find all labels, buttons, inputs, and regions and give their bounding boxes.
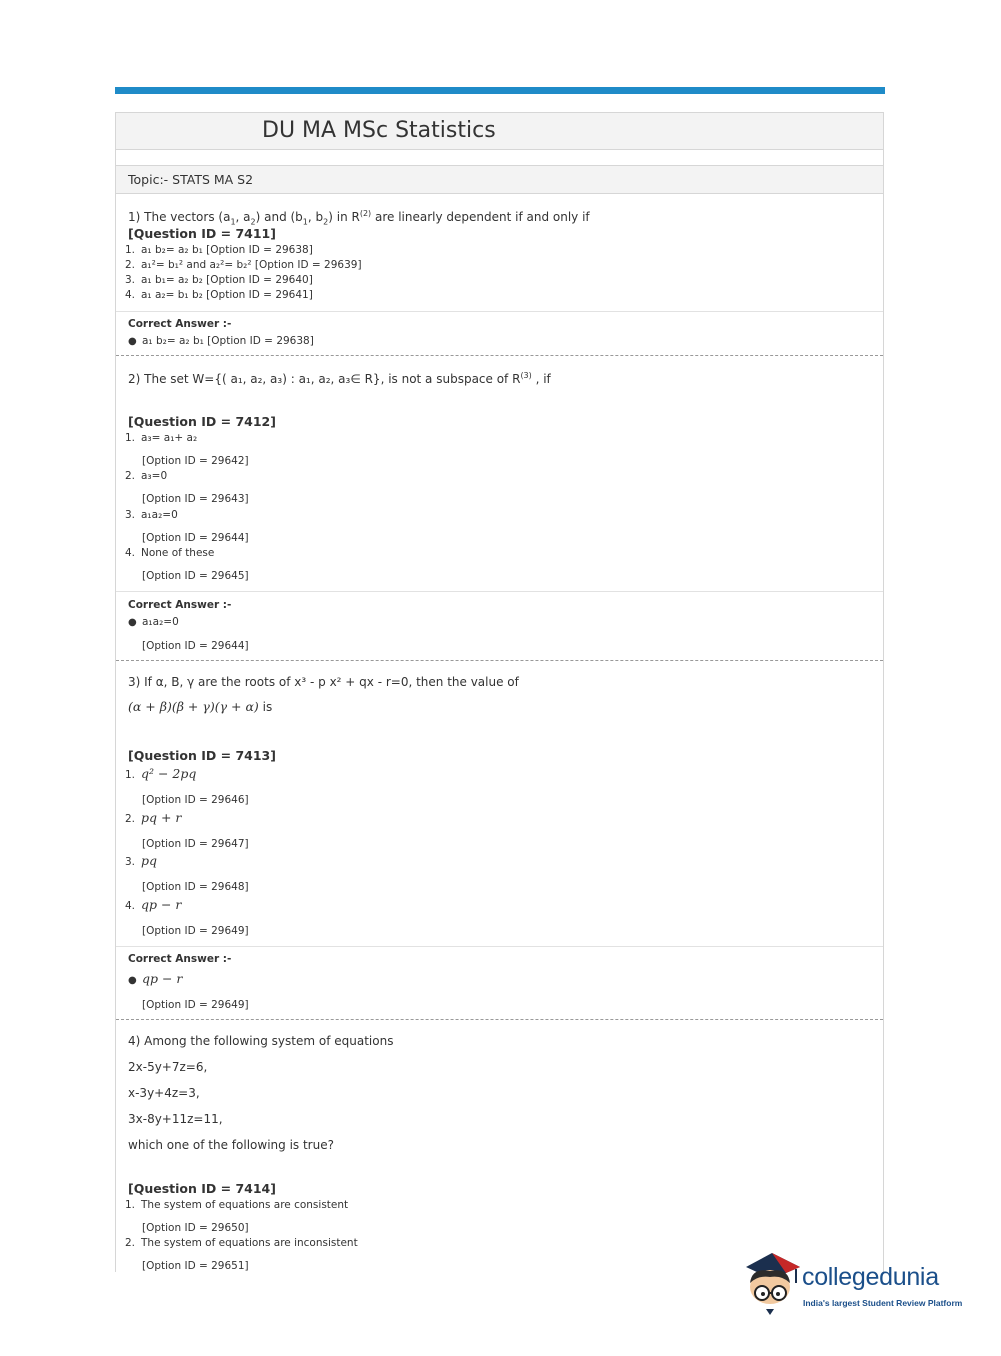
option-2: 2. pq + r xyxy=(125,810,182,825)
correct-answer-label: Correct Answer :- xyxy=(128,599,232,611)
question-2-text: 2) The set W={( a₁, a₂, a₃) : a₁, a₂, a₃∈ R}, is not a subspace of $R^{(3)}$ , if xyxy=(128,371,551,386)
option-1: 1. a₃= a₁+ a₂ xyxy=(125,432,198,444)
option-3: 3. a₁a₂=0 xyxy=(125,509,178,521)
question-4-prompt: which one of the following is true? xyxy=(128,1138,334,1152)
option-1-id: [Option ID = 29642] xyxy=(142,455,249,467)
page-title: DU MA MSc Statistics xyxy=(262,118,496,143)
question-4-text: 4) Among the following system of equations xyxy=(128,1034,394,1048)
option-2-id: [Option ID = 29647] xyxy=(142,838,249,850)
correct-answer-label: Correct Answer :- xyxy=(128,953,232,965)
option-2: 2. a₁²= b₁² and a₂²= b₂² [Option ID = 29639] xyxy=(125,259,362,271)
correct-answer: ● a₁a₂=0 xyxy=(128,616,179,628)
equation-3: 3x-8y+11z=11, xyxy=(128,1112,223,1126)
option-3: 3. a₁ b₁= a₂ b₂ [Option ID = 29640] xyxy=(125,274,313,286)
option-4-id: [Option ID = 29649] xyxy=(142,925,249,937)
option-2: 2. The system of equations are inconsistent xyxy=(125,1237,358,1249)
collegedunia-logo xyxy=(742,1249,970,1319)
correct-answer-label: Correct Answer :- xyxy=(128,318,232,330)
question-2-id: [Question ID = 7412] xyxy=(128,414,276,429)
question-4-id: [Question ID = 7414] xyxy=(128,1181,276,1196)
option-1: 1. a₁ b₂= a₂ b₁ [Option ID = 29638] xyxy=(125,244,313,256)
question-3-id: [Question ID = 7413] xyxy=(128,748,276,763)
option-2: 2. a₃=0 xyxy=(125,470,168,482)
correct-answer-id: [Option ID = 29644] xyxy=(142,640,249,652)
title-row xyxy=(116,113,883,150)
option-4: 4. None of these xyxy=(125,547,215,559)
correct-answer: ● qp − r xyxy=(128,971,183,986)
mascot-icon xyxy=(742,1249,802,1317)
option-4: 4. a₁ a₂= b₁ b₂ [Option ID = 29641] xyxy=(125,289,313,301)
question-1-text: 1) The vectors ($a_1$, $a_2$) and ($b_1$, $b_2$) in $R^{(2)}$ are linearly dependent if and only if xyxy=(128,209,590,227)
question-1-id: [Question ID = 7411] xyxy=(128,226,276,241)
option-4-id: [Option ID = 29645] xyxy=(142,570,249,582)
brand-tagline: India's largest Student Review Platform xyxy=(803,1298,963,1308)
option-1: 1. The system of equations are consistent xyxy=(125,1199,349,1211)
option-1-id: [Option ID = 29650] xyxy=(142,1222,249,1234)
option-3-id: [Option ID = 29644] xyxy=(142,532,249,544)
option-1-id: [Option ID = 29646] xyxy=(142,794,249,806)
question-3-expression: (α + β)(β + γ)(γ + α) is xyxy=(128,699,273,714)
question-paper xyxy=(115,112,884,1272)
topic-row xyxy=(116,166,883,194)
correct-answer-id: [Option ID = 29649] xyxy=(142,999,249,1011)
equation-2: x-3y+4z=3, xyxy=(128,1086,200,1100)
option-3-id: [Option ID = 29648] xyxy=(142,881,249,893)
option-1: 1. q² − 2pq xyxy=(125,766,197,781)
brand-name: collegedunia xyxy=(802,1263,939,1291)
question-3-text: 3) If α, Β, γ are the roots of x³ - p x² + qx - r=0, then the value of xyxy=(128,675,519,689)
header-accent-bar xyxy=(115,87,885,94)
option-2-id: [Option ID = 29651] xyxy=(142,1260,249,1272)
option-2-id: [Option ID = 29643] xyxy=(142,493,249,505)
option-3: 3. pq xyxy=(125,853,158,868)
topic-label: Topic:- STATS MA S2 xyxy=(128,172,254,187)
option-4: 4. qp − r xyxy=(125,897,182,912)
equation-1: 2x-5y+7z=6, xyxy=(128,1060,208,1074)
correct-answer: ● a₁ b₂= a₂ b₁ [Option ID = 29638] xyxy=(128,335,314,347)
